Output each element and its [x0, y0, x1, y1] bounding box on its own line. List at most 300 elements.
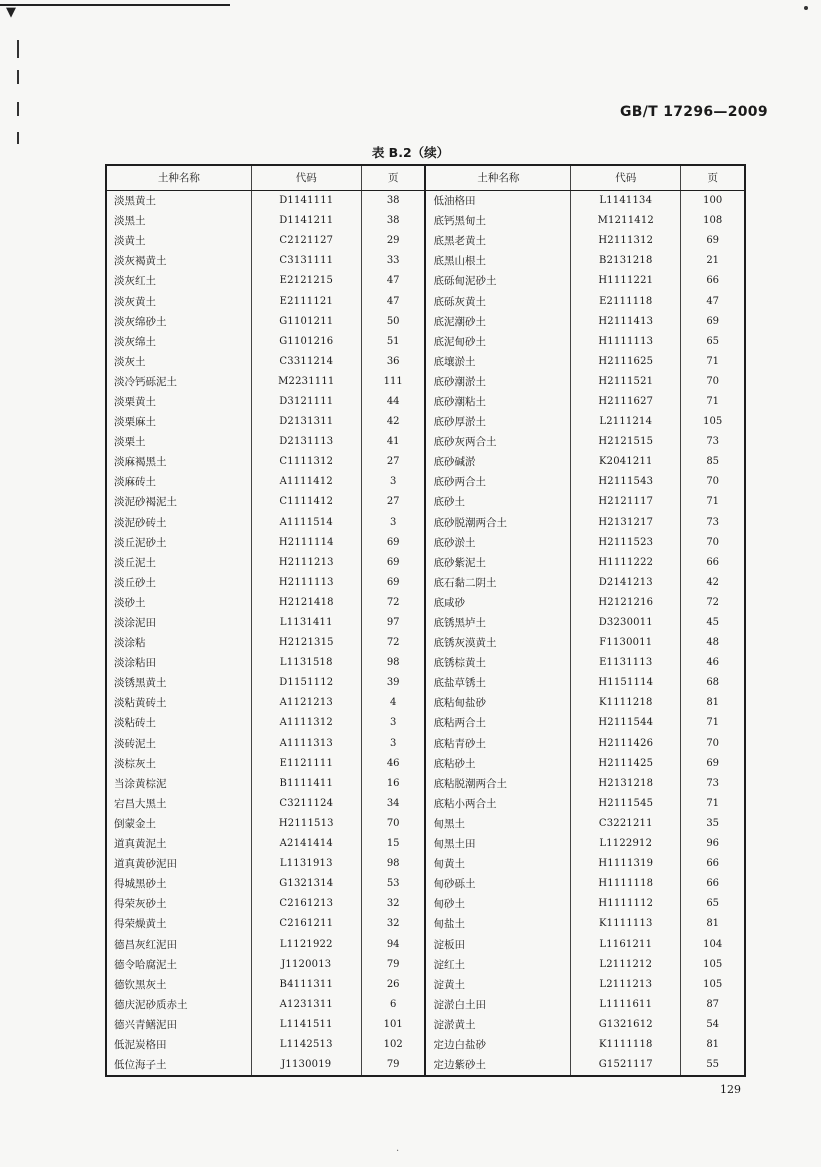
- soil-name-cell: 淡泥砂褐泥土: [114, 496, 177, 509]
- column-header-soil-name: 土种名称: [106, 165, 251, 191]
- page-ref-cell: 72: [681, 593, 745, 613]
- soil-name-cell: 淡灰褐黄土: [114, 255, 167, 268]
- scan-speck: [804, 6, 808, 10]
- soil-name-cell: 淡泥砂砖土: [114, 516, 167, 529]
- soil-name-cell: 淀淤黄土: [425, 1015, 570, 1035]
- soil-name-cell: 底钙黑甸土: [425, 211, 570, 231]
- soil-name-cell: 底泥潮砂土: [425, 312, 570, 332]
- soil-code-cell: H2111425: [571, 754, 681, 774]
- page-ref-cell: 45: [681, 613, 745, 633]
- soil-name-cell: 淡冷钙砾泥土: [114, 375, 177, 388]
- table-row: [106, 231, 745, 251]
- soil-code-cell: A2141414: [251, 834, 361, 854]
- soil-name-cell: 底砂碱淤: [425, 452, 570, 472]
- soil-name-cell: 底砂紫泥土: [425, 553, 570, 573]
- soil-code-cell: C1111312: [251, 452, 361, 472]
- table-row: [106, 271, 745, 291]
- page-ref-cell: 35: [681, 814, 745, 834]
- page-ref-cell: 53: [361, 874, 425, 894]
- table-row: [106, 372, 745, 392]
- page-ref-cell: 48: [681, 633, 745, 653]
- soil-code-cell: H1111113: [571, 332, 681, 352]
- page-ref-cell: 101: [361, 1015, 425, 1035]
- soil-name-cell: 底砾灰黄土: [425, 291, 570, 311]
- soil-code-cell: B1111411: [251, 774, 361, 794]
- table-row: [106, 472, 745, 492]
- page-ref-cell: 69: [361, 533, 425, 553]
- soil-code-cell: L1161211: [571, 934, 681, 954]
- soil-code-cell: G1321314: [251, 874, 361, 894]
- table-row: [106, 653, 745, 673]
- soil-name-cell: 淀板田: [425, 934, 570, 954]
- soil-code-cell: L1122912: [571, 834, 681, 854]
- soil-code-cell: K1111118: [571, 1035, 681, 1055]
- page-ref-cell: 32: [361, 894, 425, 914]
- soil-name-cell: 底盐草锈土: [425, 673, 570, 693]
- soil-code-cell: H2111544: [571, 713, 681, 733]
- page-ref-cell: 98: [361, 854, 425, 874]
- soil-code-cell: K1111113: [571, 914, 681, 934]
- soil-code-cell: A1231311: [251, 995, 361, 1015]
- soil-code-cell: D2131113: [251, 432, 361, 452]
- soil-name-cell: 淡丘泥土: [114, 556, 156, 569]
- soil-code-cell: C3211124: [251, 794, 361, 814]
- soil-name-cell: 得荣燥黄土: [114, 918, 167, 931]
- soil-code-cell: H2111413: [571, 312, 681, 332]
- soil-code-cell: L2111212: [571, 955, 681, 975]
- table-row: [106, 412, 745, 432]
- page-number: 129: [720, 1083, 741, 1096]
- margin-binding-mark: [17, 70, 19, 84]
- soil-name-cell: 甸黄土: [425, 854, 570, 874]
- soil-name-cell: 淡涂粘: [114, 637, 146, 650]
- soil-code-cell: L2111214: [571, 412, 681, 432]
- soil-code-cell: C2121127: [251, 231, 361, 251]
- soil-name-cell: 底黑山根土: [425, 251, 570, 271]
- page-ref-cell: 70: [681, 372, 745, 392]
- soil-name-cell: 甸黑土田: [425, 834, 570, 854]
- soil-name-cell: 底咸砂: [425, 593, 570, 613]
- soil-name-cell: 底砂脱潮两合土: [425, 513, 570, 533]
- table-row: [106, 573, 745, 593]
- page-ref-cell: 70: [681, 533, 745, 553]
- soil-code-cell: L1131518: [251, 653, 361, 673]
- page-ref-cell: 36: [361, 352, 425, 372]
- soil-name-cell: 德庆泥砂质赤土: [114, 998, 188, 1011]
- soil-code-cell: A1111312: [251, 713, 361, 733]
- soil-code-cell: L2111213: [571, 975, 681, 995]
- soil-code-cell: L1131411: [251, 613, 361, 633]
- soil-name-cell: 淡黄土: [114, 235, 146, 248]
- soil-name-cell: 淡锈黑黄土: [114, 677, 167, 690]
- table-row: [106, 673, 745, 693]
- soil-code-cell: H1111221: [571, 271, 681, 291]
- page-ref-cell: 79: [361, 955, 425, 975]
- soil-code-cell: L1142513: [251, 1035, 361, 1055]
- soil-name-cell: 淀红土: [425, 955, 570, 975]
- soil-code-cell: L1111611: [571, 995, 681, 1015]
- page-ref-cell: 71: [681, 392, 745, 412]
- soil-code-cell: H2111543: [571, 472, 681, 492]
- table-row: [106, 854, 745, 874]
- page-ref-cell: 66: [681, 271, 745, 291]
- table-row: [106, 392, 745, 412]
- column-header-code: 代码: [571, 165, 681, 191]
- soil-name-cell: 淡灰土: [114, 355, 146, 368]
- soil-code-cell: B2131218: [571, 251, 681, 271]
- soil-name-cell: 底粘砂土: [425, 754, 570, 774]
- page-ref-cell: 32: [361, 914, 425, 934]
- page-ref-cell: 105: [681, 975, 745, 995]
- soil-name-cell: 底砂土: [425, 492, 570, 512]
- page-ref-cell: 71: [681, 492, 745, 512]
- table-row: [106, 934, 745, 954]
- soil-code-cell: H2111521: [571, 372, 681, 392]
- page-ref-cell: 51: [361, 332, 425, 352]
- soil-code-cell: C3221211: [571, 814, 681, 834]
- soil-code-cell: D2141213: [571, 573, 681, 593]
- page-ref-cell: 46: [681, 653, 745, 673]
- soil-name-cell: 淡灰黄土: [114, 295, 156, 308]
- soil-code-cell: G1101216: [251, 332, 361, 352]
- soil-code-cell: B4111311: [251, 975, 361, 995]
- page-ref-cell: 39: [361, 673, 425, 693]
- page-ref-cell: 38: [361, 211, 425, 231]
- page-ref-cell: 85: [681, 452, 745, 472]
- soil-name-cell: 甸黑土: [425, 814, 570, 834]
- page-ref-cell: 73: [681, 774, 745, 794]
- soil-code-cell: H2111545: [571, 794, 681, 814]
- soil-name-cell: 甸砂土: [425, 894, 570, 914]
- table-caption: 表 B.2（续）: [371, 145, 450, 160]
- soil-name-cell: 淡粘黄砖土: [114, 697, 167, 710]
- soil-name-cell: 底砂两合土: [425, 472, 570, 492]
- table-row: [106, 553, 745, 573]
- soil-name-cell: 倒蒙金土: [114, 817, 156, 830]
- soil-code-cell: H2111312: [571, 231, 681, 251]
- soil-name-cell: 得城黑砂土: [114, 878, 167, 891]
- table-row: [106, 1055, 745, 1076]
- table-row: [106, 191, 745, 212]
- soil-code-cell: D1141211: [251, 211, 361, 231]
- soil-name-cell: 底砂厚淤土: [425, 412, 570, 432]
- soil-code-cell: H1111222: [571, 553, 681, 573]
- page-ref-cell: 42: [361, 412, 425, 432]
- column-header-soil-name: 土种名称: [425, 165, 570, 191]
- soil-name-cell: 底粘青砂土: [425, 734, 570, 754]
- table-row: [106, 251, 745, 271]
- soil-name-cell: 宕昌大黑土: [114, 797, 167, 810]
- soil-code-cell: M1211412: [571, 211, 681, 231]
- soil-name-cell: 淡栗麻土: [114, 416, 156, 429]
- page-ref-cell: 96: [681, 834, 745, 854]
- table-row: [106, 211, 745, 231]
- soil-name-cell: 得荣灰砂土: [114, 898, 167, 911]
- page-ref-cell: 73: [681, 513, 745, 533]
- soil-code-cell: H1111112: [571, 894, 681, 914]
- page-ref-cell: 47: [681, 291, 745, 311]
- table-row: [106, 533, 745, 553]
- soil-name-cell: 底粘脱潮两合土: [425, 774, 570, 794]
- page-ref-cell: 111: [361, 372, 425, 392]
- soil-name-cell: 底粘甸盐砂: [425, 693, 570, 713]
- soil-code-cell: D3121111: [251, 392, 361, 412]
- soil-code-cell: C1111412: [251, 492, 361, 512]
- soil-code-cell: M2231111: [251, 372, 361, 392]
- soil-code-cell: C3311214: [251, 352, 361, 372]
- table-row: [106, 613, 745, 633]
- page-ref-cell: 3: [361, 734, 425, 754]
- table-row: [106, 955, 745, 975]
- page-ref-cell: 69: [681, 754, 745, 774]
- soil-name-cell: 淡麻砖土: [114, 476, 156, 489]
- soil-name-cell: 底砂潮粘土: [425, 392, 570, 412]
- soil-code-cell: D2131311: [251, 412, 361, 432]
- soil-name-cell: 淡涂粘田: [114, 657, 156, 670]
- soil-code-cell: L1131913: [251, 854, 361, 874]
- table-row: [106, 734, 745, 754]
- soil-name-cell: 德昌灰红泥田: [114, 938, 177, 951]
- page-ref-cell: 27: [361, 452, 425, 472]
- page-ref-cell: 66: [681, 874, 745, 894]
- fold-mark-icon: ▼: [6, 5, 16, 20]
- table-row: [106, 995, 745, 1015]
- page-ref-cell: 42: [681, 573, 745, 593]
- soil-code-cell: H1151114: [571, 673, 681, 693]
- table-row: [106, 513, 745, 533]
- page-ref-cell: 81: [681, 693, 745, 713]
- soil-code-cell: A1111412: [251, 472, 361, 492]
- page-ref-cell: 3: [361, 513, 425, 533]
- page-ref-cell: 34: [361, 794, 425, 814]
- page-ref-cell: 3: [361, 713, 425, 733]
- table-row: [106, 432, 745, 452]
- soil-name-cell: 淡砂土: [114, 596, 146, 609]
- soil-name-cell: 低位海子土: [114, 1059, 167, 1072]
- table-row: [106, 352, 745, 372]
- soil-name-cell: 底黑老黄土: [425, 231, 570, 251]
- soil-name-cell: 定边紫砂土: [425, 1055, 570, 1076]
- page-ref-cell: 69: [361, 573, 425, 593]
- soil-name-cell: 德令哈腐泥土: [114, 958, 177, 971]
- table-row: [106, 693, 745, 713]
- soil-code-cell: A1111313: [251, 734, 361, 754]
- page-ref-cell: 81: [681, 1035, 745, 1055]
- soil-code-cell: H2111523: [571, 533, 681, 553]
- soil-name-cell: 底锈灰漠黄土: [425, 633, 570, 653]
- page-ref-cell: 73: [681, 432, 745, 452]
- margin-binding-mark: [17, 102, 19, 116]
- standard-code: GB/T 17296—2009: [620, 104, 768, 120]
- soil-code-cell: H2111513: [251, 814, 361, 834]
- page-ref-cell: 65: [681, 332, 745, 352]
- soil-name-cell: 底锈黑垆土: [425, 613, 570, 633]
- soil-name-cell: 底粘小两合土: [425, 794, 570, 814]
- soil-name-cell: 淡棕灰土: [114, 757, 156, 770]
- page-ref-cell: 97: [361, 613, 425, 633]
- soil-name-cell: 底砾甸泥砂土: [425, 271, 570, 291]
- table-header-row: [106, 165, 745, 191]
- scan-speck: .: [396, 1143, 400, 1154]
- table-row: [106, 312, 745, 332]
- page-ref-cell: 54: [681, 1015, 745, 1035]
- page-ref-cell: 55: [681, 1055, 745, 1076]
- soil-name-cell: 淡砖泥土: [114, 737, 156, 750]
- page-ref-cell: 15: [361, 834, 425, 854]
- soil-index-table: [105, 164, 746, 1077]
- soil-code-cell: G1521117: [571, 1055, 681, 1076]
- soil-code-cell: D1141111: [251, 191, 361, 212]
- soil-code-cell: D1151112: [251, 673, 361, 693]
- page-ref-cell: 27: [361, 492, 425, 512]
- soil-code-cell: H2131218: [571, 774, 681, 794]
- page-ref-cell: 47: [361, 271, 425, 291]
- page-ref-cell: 29: [361, 231, 425, 251]
- soil-code-cell: H2111627: [571, 392, 681, 412]
- soil-name-cell: 底石黏二阴土: [425, 573, 570, 593]
- soil-code-cell: K2041211: [571, 452, 681, 472]
- page-ref-cell: 26: [361, 975, 425, 995]
- soil-code-cell: D3230011: [571, 613, 681, 633]
- soil-code-cell: H2121216: [571, 593, 681, 613]
- soil-code-cell: H2121418: [251, 593, 361, 613]
- page-ref-cell: 105: [681, 955, 745, 975]
- soil-code-cell: H1111319: [571, 854, 681, 874]
- soil-name-cell: 淡丘砂土: [114, 576, 156, 589]
- table-row: [106, 975, 745, 995]
- soil-name-cell: 底砂淤土: [425, 533, 570, 553]
- column-header-code: 代码: [251, 165, 361, 191]
- page-ref-cell: 65: [681, 894, 745, 914]
- soil-name-cell: 低油格田: [425, 191, 570, 212]
- soil-code-cell: K1111218: [571, 693, 681, 713]
- soil-name-cell: 德兴青鳝泥田: [114, 1018, 177, 1031]
- soil-name-cell: 淀黄土: [425, 975, 570, 995]
- page-ref-cell: 72: [361, 633, 425, 653]
- soil-code-cell: H2111114: [251, 533, 361, 553]
- table-row: [106, 291, 745, 311]
- page-ref-cell: 69: [361, 553, 425, 573]
- soil-code-cell: E1131113: [571, 653, 681, 673]
- soil-name-cell: 定边白盐砂: [425, 1035, 570, 1055]
- soil-code-cell: H2121117: [571, 492, 681, 512]
- margin-binding-mark: [17, 40, 19, 58]
- soil-code-cell: H2131217: [571, 513, 681, 533]
- soil-code-cell: G1101211: [251, 312, 361, 332]
- column-header-page: 页: [361, 165, 425, 191]
- soil-name-cell: 淀淤白土田: [425, 995, 570, 1015]
- page-ref-cell: 71: [681, 794, 745, 814]
- soil-name-cell: 淡丘泥砂土: [114, 536, 167, 549]
- soil-code-cell: C2161213: [251, 894, 361, 914]
- soil-name-cell: 淡栗黄土: [114, 395, 156, 408]
- soil-name-cell: 甸砂砾土: [425, 874, 570, 894]
- soil-code-cell: H2121315: [251, 633, 361, 653]
- soil-code-cell: E2121215: [251, 271, 361, 291]
- soil-name-cell: 低泥炭格田: [114, 1038, 167, 1051]
- page-ref-cell: 70: [361, 814, 425, 834]
- page-ref-cell: 70: [681, 472, 745, 492]
- soil-name-cell: 底壤淤土: [425, 352, 570, 372]
- page-ref-cell: 69: [681, 312, 745, 332]
- page-ref-cell: 66: [681, 854, 745, 874]
- page-ref-cell: 41: [361, 432, 425, 452]
- soil-name-cell: 道真黄砂泥田: [114, 858, 177, 871]
- soil-code-cell: C2161211: [251, 914, 361, 934]
- soil-name-cell: 淡麻褐黑土: [114, 456, 167, 469]
- soil-code-cell: C3131111: [251, 251, 361, 271]
- page-ref-cell: 100: [681, 191, 745, 212]
- page-ref-cell: 69: [681, 231, 745, 251]
- table-row: [106, 774, 745, 794]
- soil-name-cell: 淡灰红土: [114, 275, 156, 288]
- soil-code-cell: J1130019: [251, 1055, 361, 1076]
- soil-code-cell: H1111118: [571, 874, 681, 894]
- page-ref-cell: 68: [681, 673, 745, 693]
- soil-name-cell: 当涂黄棕泥: [114, 777, 167, 790]
- page-ref-cell: 72: [361, 593, 425, 613]
- soil-code-cell: H2111426: [571, 734, 681, 754]
- page-ref-cell: 105: [681, 412, 745, 432]
- table-row: [106, 633, 745, 653]
- soil-code-cell: J1120013: [251, 955, 361, 975]
- page-ref-cell: 108: [681, 211, 745, 231]
- page-ref-cell: 16: [361, 774, 425, 794]
- table-row: [106, 814, 745, 834]
- soil-name-cell: 底锈棕黄土: [425, 653, 570, 673]
- page-ref-cell: 4: [361, 693, 425, 713]
- soil-code-cell: G1321612: [571, 1015, 681, 1035]
- page-ref-cell: 46: [361, 754, 425, 774]
- table-row: [106, 894, 745, 914]
- table-row: [106, 794, 745, 814]
- table-row: [106, 1015, 745, 1035]
- page-ref-cell: 71: [681, 352, 745, 372]
- soil-name-cell: 底砂潮淤土: [425, 372, 570, 392]
- soil-code-cell: H2111213: [251, 553, 361, 573]
- soil-code-cell: H2121515: [571, 432, 681, 452]
- page-ref-cell: 81: [681, 914, 745, 934]
- page-ref-cell: 104: [681, 934, 745, 954]
- table-row: [106, 754, 745, 774]
- soil-name-cell: 道真黄泥土: [114, 838, 167, 851]
- soil-code-cell: E1121111: [251, 754, 361, 774]
- soil-name-cell: 淡粘砖土: [114, 717, 156, 730]
- soil-code-cell: A1111514: [251, 513, 361, 533]
- soil-name-cell: 底粘两合土: [425, 713, 570, 733]
- table-row: [106, 593, 745, 613]
- page-ref-cell: 33: [361, 251, 425, 271]
- table-row: [106, 914, 745, 934]
- page-ref-cell: 6: [361, 995, 425, 1015]
- page-ref-cell: 38: [361, 191, 425, 212]
- table-row: [106, 332, 745, 352]
- page-ref-cell: 70: [681, 734, 745, 754]
- table-row: [106, 713, 745, 733]
- soil-code-cell: E2111121: [251, 291, 361, 311]
- soil-code-cell: L1121922: [251, 934, 361, 954]
- page-ref-cell: 98: [361, 653, 425, 673]
- scan-edge-line: [0, 4, 230, 6]
- soil-code-cell: A1121213: [251, 693, 361, 713]
- table-row: [106, 834, 745, 854]
- table-body: [106, 191, 745, 1077]
- soil-name-cell: 淡栗土: [114, 436, 146, 449]
- page-ref-cell: 71: [681, 713, 745, 733]
- page-ref-cell: 50: [361, 312, 425, 332]
- soil-code-cell: E2111118: [571, 291, 681, 311]
- table-row: [106, 874, 745, 894]
